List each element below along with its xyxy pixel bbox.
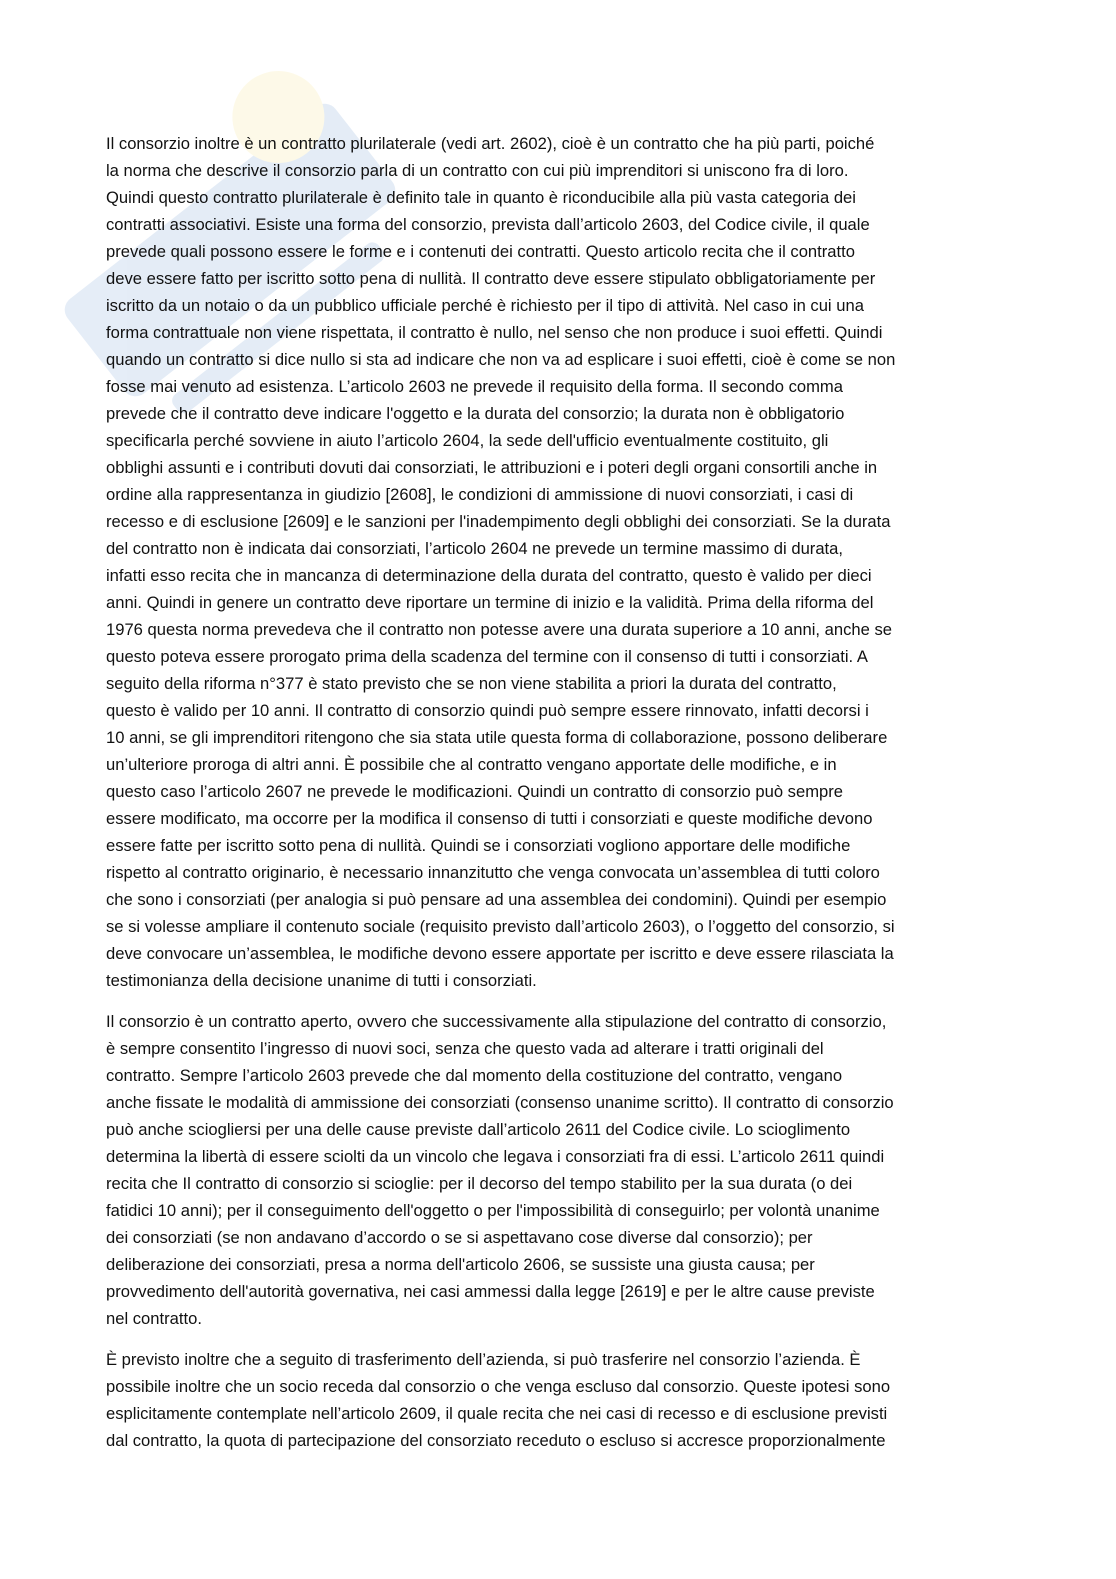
text-line: anche fissate le modalità di ammissione dei consorziati (consenso unanime scritto). Il contratto di consorzio: [106, 1093, 894, 1112]
text-line: un’ulteriore proroga di altri anni. È possibile che al contratto vengano apportate delle modifiche, e in: [106, 755, 837, 774]
text-line: infatti esso recita che in mancanza di determinazione della durata del contratto, questo è valido per dieci: [106, 566, 872, 585]
text-line: 1976 questa norma prevedeva che il contratto non potesse avere una durata superiore a 10 anni, anche se: [106, 620, 892, 639]
text-line: specificarla perché sovviene in aiuto l’articolo 2604, la sede dell'ufficio eventualmente costituito, gli: [106, 431, 829, 450]
paragraph-consorzio-plurilaterale: [106, 130, 1008, 994]
text-line: ordine alla rappresentanza in giudizio [2608], le condizioni di ammissione di nuovi consorziati, i casi di: [106, 485, 854, 504]
text-line: questo caso l’articolo 2607 ne prevede le modificazioni. Quindi un contratto di consorzio può sempre: [106, 782, 844, 801]
text-line: dal contratto, la quota di partecipazione del consorziato receduto o escluso si accresce proporzionalmente: [106, 1431, 886, 1450]
text-line: nel contratto.: [106, 1309, 202, 1328]
text-line: la norma che descrive il consorzio parla di un contratto con cui più imprenditori si uniscono fra di loro.: [106, 161, 849, 180]
text-line: è sempre consentito l’ingresso di nuovi soci, senza che questo vada ad alterare i tratti originali del: [106, 1039, 824, 1058]
text-line: fosse mai venuto ad esistenza. L’articolo 2603 ne prevede il requisito della forma. Il secondo comma: [106, 377, 843, 396]
text-line: determina la libertà di essere sciolti da un vincolo che legava i consorziati fra di essi. L’articolo 2611 quindi: [106, 1147, 885, 1166]
text-line: rispetto al contratto originario, è necessario innanzitutto che venga convocata un’assemblea di tutti coloro: [106, 863, 880, 882]
text-line: possibile inoltre che un socio receda dal consorzio o che venga escluso dal consorzio. Queste ipotesi sono: [106, 1377, 891, 1396]
text-line: essere modificato, ma occorre per la modifica il consenso di tutti i consorziati e queste modifiche devono: [106, 809, 873, 828]
text-line: prevede che il contratto deve indicare l'oggetto e la durata del consorzio; la durata non è obbligatorio: [106, 404, 845, 423]
text-line: testimonianza della decisione unanime di tutti i consorziati.: [106, 971, 537, 990]
text-line: quando un contratto si dice nullo si sta ad indicare che non va ad esplicare i suoi effetti, cioè è come se non: [106, 350, 896, 369]
text-line: esplicitamente contemplate nell’articolo 2609, il quale recita che nei casi di recesso e di esclusione previsti: [106, 1404, 888, 1423]
text-line: del contratto non è indicata dai consorziati, l’articolo 2604 ne prevede un termine massimo di durata,: [106, 539, 843, 558]
document-page: [106, 130, 1008, 1468]
text-line: anni. Quindi in genere un contratto deve riportare un termine di inizio e la validità. Prima della riforma del: [106, 593, 874, 612]
text-line: provvedimento dell'autorità governativa, nei casi ammessi dalla legge [2619] e per le altre cause previste: [106, 1282, 875, 1301]
paragraph-trasferimento-azienda: [106, 1346, 1008, 1454]
text-line: può anche sciogliersi per una delle cause previste dall’articolo 2611 del Codice civile. Lo scioglimento: [106, 1120, 851, 1139]
text-line: seguito della riforma n°377 è stato previsto che se non viene stabilita a priori la durata del contratto,: [106, 674, 837, 693]
text-line: recita che Il contratto di consorzio si scioglie: per il decorso del tempo stabilito per la sua durata (o dei: [106, 1174, 853, 1193]
text-line: che sono i consorziati (per analogia si può pensare ad una assemblea dei condomini). Quindi per esempio: [106, 890, 887, 909]
text-line: recesso e di esclusione [2609] e le sanzioni per l'inadempimento degli obblighi dei consorziati. Se la durata: [106, 512, 891, 531]
text-line: 10 anni, se gli imprenditori ritengono che sia stata utile questa forma di collaborazione, possono deliberare: [106, 728, 888, 747]
text-line: Il consorzio è un contratto aperto, ovvero che successivamente alla stipulazione del contratto di consorzio,: [106, 1012, 887, 1031]
text-line: È previsto inoltre che a seguito di trasferimento dell’azienda, si può trasferire nel consorzio l’azienda. È: [106, 1350, 861, 1369]
text-line: essere fatte per iscritto sotto pena di nullità. Quindi se i consorziati vogliono apportare delle modifiche: [106, 836, 851, 855]
text-line: deliberazione dei consorziati, presa a norma dell'articolo 2606, se sussiste una giusta causa; per: [106, 1255, 815, 1274]
text-line: Quindi questo contratto plurilaterale è definito tale in quanto è riconducibile alla più vasta categoria dei: [106, 188, 856, 207]
text-line: iscritto da un notaio o da un pubblico ufficiale perché è richiesto per il tipo di attività. Nel caso in cui una: [106, 296, 864, 315]
text-line: deve essere fatto per iscritto sotto pena di nullità. Il contratto deve essere stipulato obbligatoriamente per: [106, 269, 876, 288]
text-line: fatidici 10 anni); per il conseguimento dell'oggetto o per l'impossibilità di conseguirlo; per volontà unanime: [106, 1201, 880, 1220]
text-line: questo poteva essere prorogato prima della scadenza del termine con il consenso di tutti i consorziati. A: [106, 647, 868, 666]
text-line: contratto. Sempre l’articolo 2603 prevede che dal momento della costituzione del contratto, vengano: [106, 1066, 843, 1085]
text-line: se si volesse ampliare il contenuto sociale (requisito previsto dall’articolo 2603), o l’oggetto del consorzio, si: [106, 917, 895, 936]
text-line: forma contrattuale non viene rispettata, il contratto è nullo, nel senso che non produce i suoi effetti. Quindi: [106, 323, 883, 342]
text-line: questo è valido per 10 anni. Il contratto di consorzio quindi può sempre essere rinnovato, infatti decorsi i: [106, 701, 869, 720]
text-line: obblighi assunti e i contributi dovuti dai consorziati, le attribuzioni e i poteri degli organi consortili anche in: [106, 458, 878, 477]
text-line: deve convocare un’assemblea, le modifiche devono essere apportate per iscritto e deve essere rilasciata la: [106, 944, 894, 963]
text-line: prevede quali possono essere le forme e i contenuti dei contratti. Questo articolo recita che il contratto: [106, 242, 855, 261]
text-line: contratti associativi. Esiste una forma del consorzio, prevista dall’articolo 2603, del Codice civile, il quale: [106, 215, 870, 234]
text-line: Il consorzio inoltre è un contratto plurilaterale (vedi art. 2602), cioè è un contratto che ha più parti, poiché: [106, 134, 875, 153]
paragraph-contratto-aperto: [106, 1008, 1008, 1332]
text-line: dei consorziati (se non andavano d’accordo o se si aspettavano cose diverse dal consorzio); per: [106, 1228, 813, 1247]
